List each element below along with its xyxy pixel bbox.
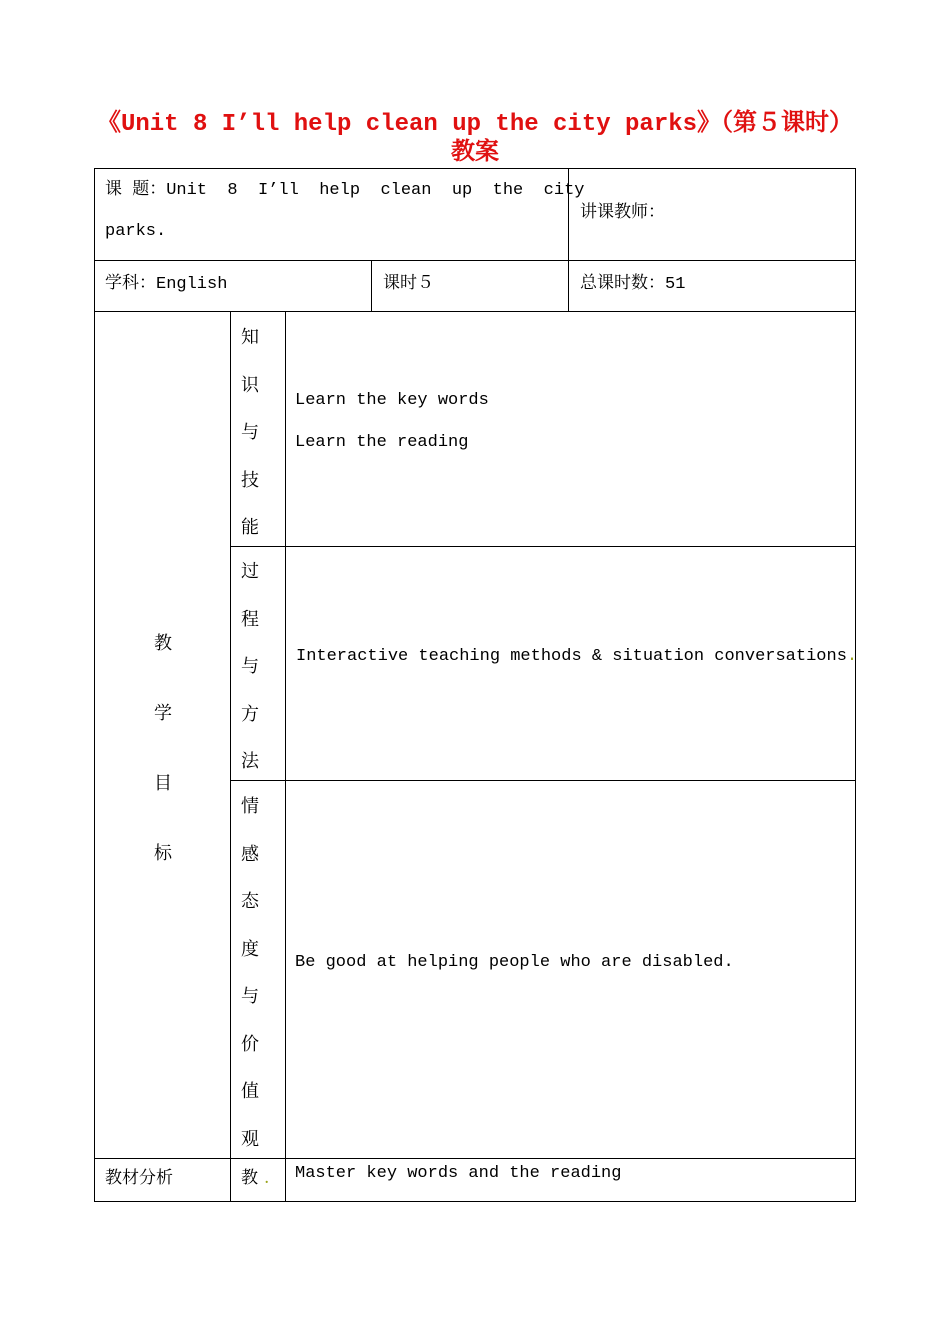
label-char: 态 xyxy=(241,891,259,912)
topic-label: 课 题： xyxy=(105,181,167,200)
textbook-analysis-content: Master key words and the reading xyxy=(295,1164,622,1183)
label-char: 观 xyxy=(241,1128,259,1150)
table-rule xyxy=(94,260,856,261)
process-methods-content xyxy=(296,647,857,666)
label-char: 与 xyxy=(241,656,259,677)
label-char: 度 xyxy=(241,938,259,960)
label-char: 能 xyxy=(241,517,259,538)
table-border xyxy=(94,1201,856,1202)
table-rule xyxy=(94,1158,856,1159)
trailing-mark: . xyxy=(846,647,858,666)
label-char: 技 xyxy=(241,469,259,491)
table-rule xyxy=(371,260,372,312)
attitude-values-label xyxy=(238,783,262,1163)
lesson-plan-table xyxy=(94,168,856,1202)
sublabel-char: 教 xyxy=(241,1168,258,1188)
process-methods-text: Interactive teaching methods & situation conversations xyxy=(296,647,847,666)
process-methods-label xyxy=(238,548,262,786)
table-rule xyxy=(230,780,856,781)
table-border xyxy=(94,168,856,169)
label-char: 知 xyxy=(241,327,259,348)
table-rule xyxy=(285,311,286,1202)
label-char: 法 xyxy=(241,751,259,772)
knowledge-skills-content-2: Learn the reading xyxy=(295,433,469,452)
topic-line1 xyxy=(105,174,584,200)
objectives-label-char: 教 xyxy=(154,633,172,654)
topic-line2: parks. xyxy=(105,222,167,241)
label-char: 值 xyxy=(241,1081,259,1102)
label-char: 过 xyxy=(241,561,259,582)
table-rule xyxy=(94,311,856,312)
subject-cell: 学科：English xyxy=(105,275,228,294)
total-periods-cell: 总课时数：51 xyxy=(580,275,686,294)
objectives-label-char: 标 xyxy=(154,843,172,864)
label-char: 程 xyxy=(241,608,259,630)
topic-value: Unit 8 I’ll help clean up the city xyxy=(166,181,585,200)
teacher-label: 讲课教师： xyxy=(580,202,665,222)
attitude-values-content: Be good at helping people who are disabled. xyxy=(295,953,734,972)
table-border xyxy=(94,168,95,1202)
table-rule xyxy=(230,311,231,1202)
knowledge-skills-content-1: Learn the key words xyxy=(295,391,489,410)
document-title-line1: 《Unit 8 I’ll help clean up the city parks》（第５课时） xyxy=(96,111,854,138)
label-char: 方 xyxy=(241,703,259,725)
sublabel-mark: . xyxy=(264,1168,270,1188)
period-cell: 课时５ xyxy=(383,275,434,294)
objectives-group-label xyxy=(151,609,175,889)
label-char: 感 xyxy=(241,843,259,865)
objectives-label-char: 目 xyxy=(154,773,172,794)
document-title-line2: 教案 xyxy=(451,140,499,167)
label-char: 识 xyxy=(241,374,259,396)
label-char: 与 xyxy=(241,986,259,1007)
table-border xyxy=(855,168,856,1202)
label-char: 与 xyxy=(241,422,259,443)
textbook-analysis-label: 教材分析 xyxy=(105,1168,173,1188)
table-rule xyxy=(230,546,856,547)
label-char: 情 xyxy=(241,796,259,817)
knowledge-skills-label xyxy=(238,314,262,552)
label-char: 价 xyxy=(241,1033,259,1055)
textbook-analysis-sublabel xyxy=(241,1163,269,1188)
objectives-label-char: 学 xyxy=(154,703,172,724)
